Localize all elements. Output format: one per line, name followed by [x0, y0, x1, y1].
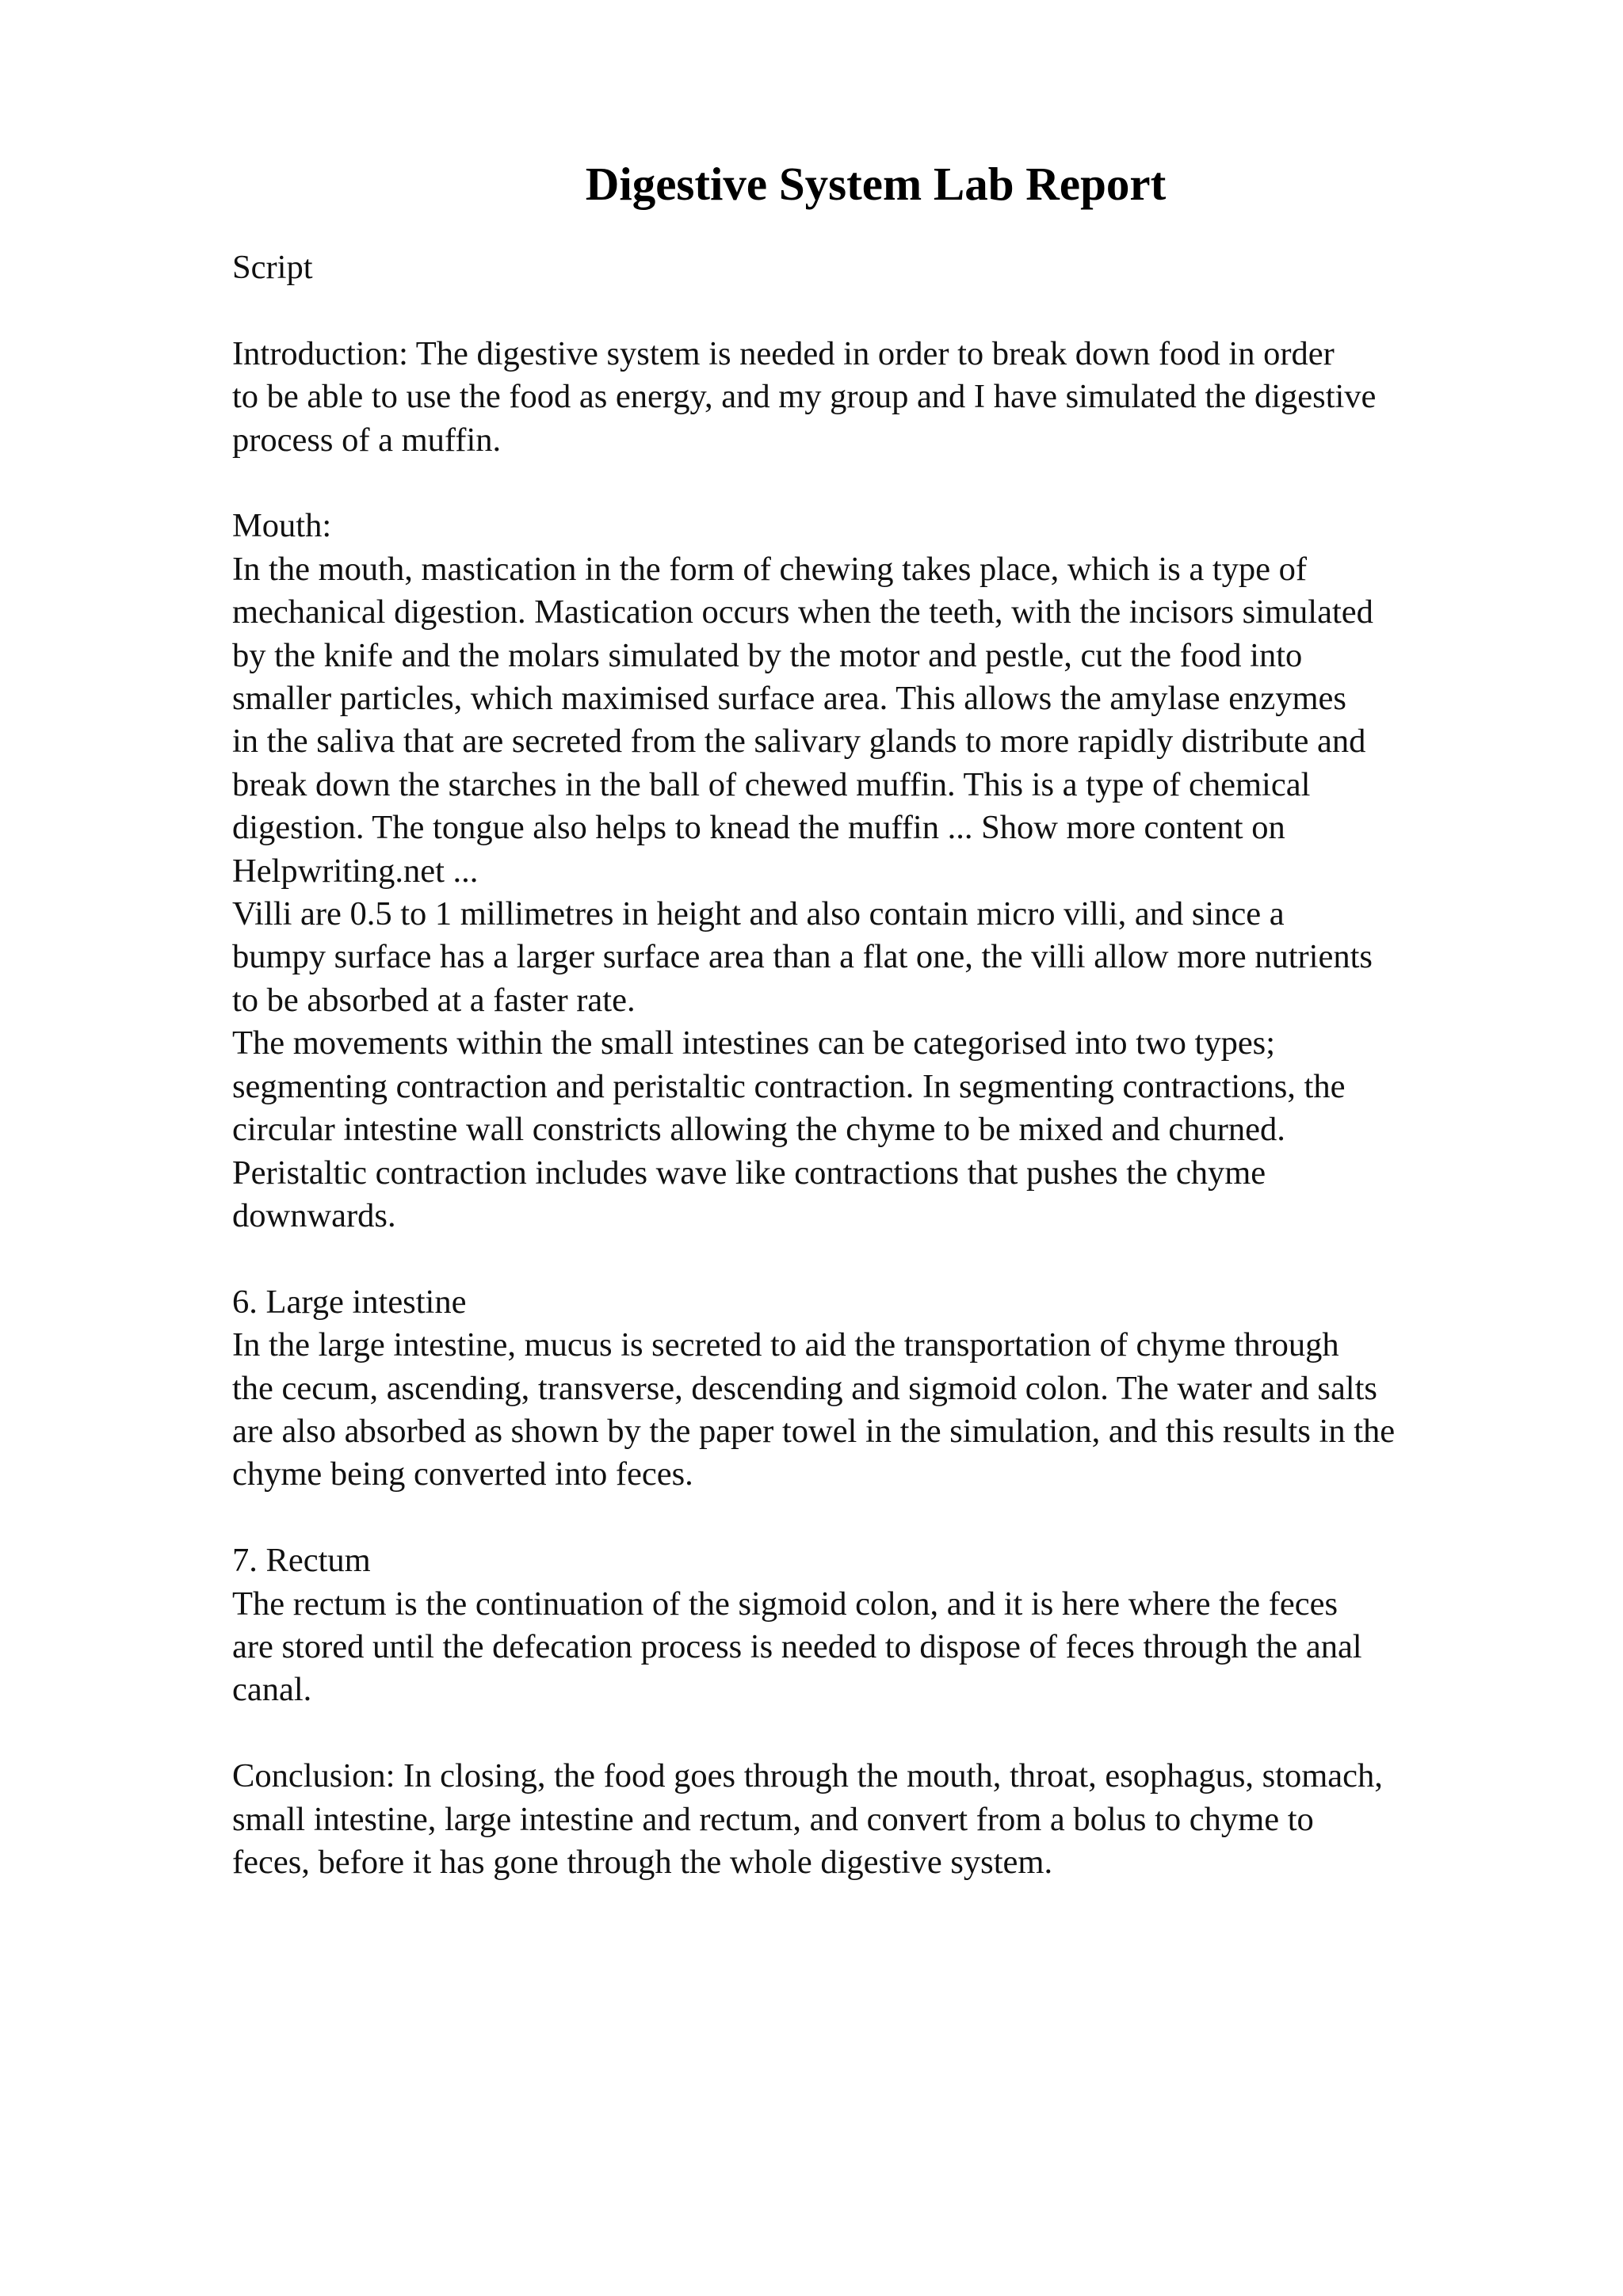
subtitle — [232, 246, 1540, 289]
text-line: Helpwriting.net ... — [232, 852, 479, 890]
text-line: In the large intestine, mucus is secreted to aid the transportation of chyme through — [232, 1326, 1339, 1364]
text-line: circular intestine wall constricts allowing the chyme to be mixed and churned. — [232, 1111, 1285, 1149]
text-line: break down the starches in the ball of chewed muffin. This is a type of chemical — [232, 765, 1311, 803]
text-line: by the knife and the molars simulated by the motor and pestle, cut the food into — [232, 636, 1303, 674]
text-line: Peristaltic contraction includes wave like contractions that pushes the chyme — [232, 1154, 1266, 1192]
text-line: to be able to use the food as energy, and my group and I have simulated the digestive — [232, 378, 1377, 416]
text-line: are also absorbed as shown by the paper towel in the simulation, and this results in the — [232, 1412, 1396, 1450]
text-line: chyme being converted into feces. — [232, 1455, 693, 1493]
text-line: Villi are 0.5 to 1 millimetres in height and also contain micro villi, and since a — [232, 895, 1285, 933]
text-line: Conclusion: In closing, the food goes through the mouth, throat, esophagus, stomach, — [232, 1757, 1383, 1795]
text-line: bumpy surface has a larger surface area than a flat one, the villi allow more nutrients — [232, 938, 1373, 976]
text-line: are stored until the defecation process is needed to dispose of feces through the anal — [232, 1627, 1362, 1665]
section-heading: Mouth: — [232, 507, 332, 545]
text-line: to be absorbed at a faster rate. — [232, 981, 636, 1019]
text-line: segmenting contraction and peristaltic contraction. In segmenting contractions, the — [232, 1067, 1346, 1105]
section-heading: 6. Large intestine — [232, 1283, 467, 1321]
text-line: The movements within the small intestines can be categorised into two types; — [232, 1024, 1276, 1062]
text-line: Introduction: The digestive system is needed in order to break down food in order — [232, 334, 1335, 372]
subtitle-text: Script — [232, 249, 313, 286]
text-line: downwards. — [232, 1196, 396, 1234]
section-introduction — [232, 333, 1540, 462]
text-line: in the saliva that are secreted from the salivary glands to more rapidly distribute and — [232, 723, 1366, 761]
page-title: Digestive System Lab Report — [585, 158, 1167, 210]
text-line: In the mouth, mastication in the form of chewing takes place, which is a type of — [232, 550, 1308, 588]
text-line: the cecum, ascending, transverse, descending and sigmoid colon. The water and salts — [232, 1369, 1377, 1407]
text-line: smaller particles, which maximised surface area. This allows the amylase enzymes — [232, 680, 1346, 718]
section-heading: 7. Rectum — [232, 1542, 371, 1580]
text-line: canal. — [232, 1671, 312, 1709]
text-line: digestion. The tongue also helps to knead the muffin ... Show more content on — [232, 809, 1285, 847]
text-line: feces, before it has gone through the whole digestive system. — [232, 1843, 1053, 1881]
document-body — [232, 246, 1540, 1884]
section-rectum — [232, 1539, 1540, 1712]
section-conclusion — [232, 1755, 1540, 1884]
section-large-intestine — [232, 1281, 1540, 1497]
text-line: process of a muffin. — [232, 421, 502, 459]
text-line: mechanical digestion. Mastication occurs when the teeth, with the incisors simulated — [232, 593, 1373, 631]
section-mouth — [232, 505, 1540, 1238]
text-line: The rectum is the continuation of the sigmoid colon, and it is here where the feces — [232, 1585, 1338, 1623]
text-line: small intestine, large intestine and rectum, and convert from a bolus to chyme to — [232, 1800, 1314, 1838]
